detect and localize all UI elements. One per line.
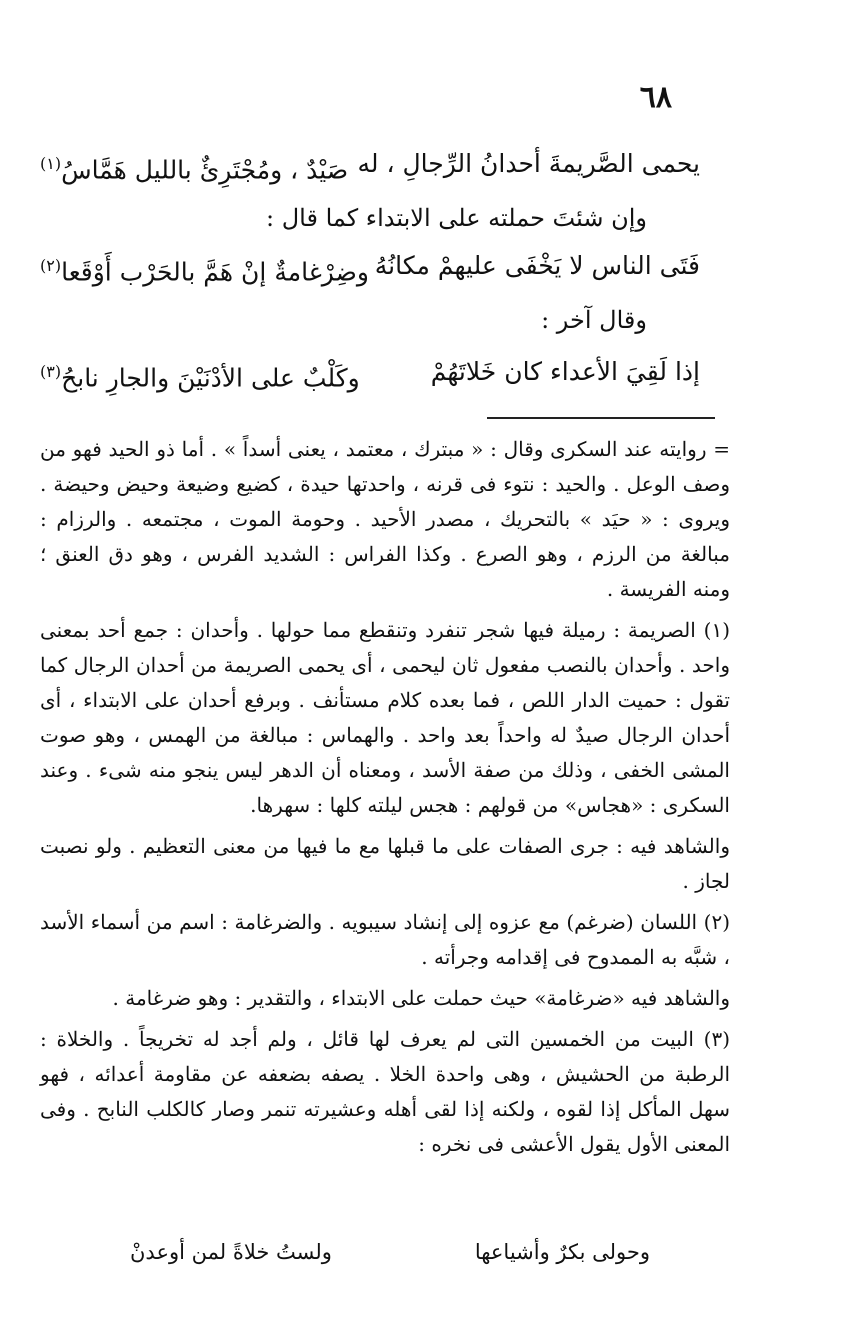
footnote-3: (٣) البيت من الخمسين التى لم يعرف لها قائل ، ولم أجد له تخريجاً . والخلاة : الرطبة من الحشيش ، وهى واحدة الخلا . يصفه بضعفه عن مقاومة أعدائه ، فهو سهل المأكل إذا لقوه ، ولكنه إذا لقى أهله وعشيرته تنمر وصار كالكلب النابح . وفى المعنى الأول يقول الأعشى فى نخره : xyxy=(40,1027,730,1156)
footnotes-section xyxy=(40,432,730,1168)
footnote-2: (٢) اللسان (ضرغم) مع عزوه إلى إنشاد سيبويه . والضرغامة : اسم من أسماء الأسد ، شبَّه به الممدوح فى إقدامه وجرأته . xyxy=(40,910,730,969)
prose-line-1: وإن شئتَ حملته على الابتداء كما قال : xyxy=(266,204,647,232)
page-number: ٦٨ xyxy=(639,80,672,115)
verse-3-second-text: وكَلْبٌ على الأدْنَيْنَ والجارِ نابحُ xyxy=(61,363,360,393)
footnote-1-shahid: والشاهد فيه : جرى الصفات على ما قبلها مع ما فيها من معنى التعظيم . ولو نصبت لجاز . xyxy=(40,834,730,893)
verse-2-second-text: وضِرْغامةٌ إنْ هَمَّ بالحَرْب أَوْقَعا xyxy=(61,257,369,287)
footnote-separator xyxy=(487,417,715,419)
footnote-marker-3: (٣) xyxy=(40,362,62,381)
verse-3-first-hemistich: إذا لَقِيَ الأعداء كان خَلاتَهُمْ xyxy=(430,357,700,386)
footnote-marker-1: (١) xyxy=(40,154,62,173)
verse-2 xyxy=(40,242,730,290)
verse-3-second-hemistich xyxy=(40,348,360,402)
verse-1-second-text: صَيْدٌ ، ومُجْتَرِئٌ بالليل هَمَّاسُ xyxy=(61,155,349,185)
footnote-1: (١) الصريمة : رميلة فيها شجر تنفرد وتنقطع مما حولها . وأحدان : جمع أحد بمعنى واحد . وأحدان بالنصب مفعول ثان ليحمى ، أى يحمى الصريمة من أحدان الرجال كما تقول : حميت الدار اللص ، فما بعده كلام مستأنف . وبرفع أحدان على الابتداء ، أى أحدان الرجال صيدٌ له واحداً بعد واحد . والهماس : مبالغة من الهمس ، وهو صوت المشى الخفى ، وذلك من صفة الأسد ، ومعناه أن الدهر ليس ينجو منه شىء . وعند السكرى : «هجاس» من قولهم : هجس ليلته كلها : سهرها. xyxy=(40,618,730,817)
verse-2-second-hemistich xyxy=(40,242,369,296)
footnote-continuation: = روايته عند السكرى وقال : « مبترك ، معتمد ، يعنى أسداً » . أما ذو الحيد فهو من وصف الوعل . والحيد : نتوء فى قرنه ، واحدتها حيدة ، كضيع وضيعة وحيض وحيضة . ويروى : « حيَد » بالتحريك ، مصدر الأحيد . وحومة الموت ، مجتمعه . والرزام : مبالغة من الرزم ، وهو الصرع . وكذا الفراس : الشديد الفرس ، وهو دق العنق ؛ ومنه الفريسة . xyxy=(40,437,730,601)
footnote-verse xyxy=(130,1232,650,1272)
footnote-verse-first-hemistich: وحولى بكرٌ وأشياعها xyxy=(474,1240,650,1264)
footnote-2-shahid: والشاهد فيه «ضرغامة» حيث حملت على الابتداء ، والتقدير : وهو ضرغامة . xyxy=(112,986,730,1010)
prose-line-2: وقال آخر : xyxy=(541,306,647,334)
footnote-verse-second-hemistich: ولستُ خلاةً لمن أوعدنْ xyxy=(130,1240,332,1264)
verse-1 xyxy=(40,140,730,188)
verse-1-first-hemistich: يحمى الصَّريمةَ أحدانُ الرِّجالِ ، له xyxy=(357,149,700,178)
footnote-marker-2: (٢) xyxy=(40,256,62,275)
verse-1-second-hemistich xyxy=(40,140,348,194)
verse-2-first-hemistich: فَتَى الناس لا يَخْفَى عليهمْ مكانُهُ xyxy=(374,251,700,280)
verse-3 xyxy=(40,348,730,396)
